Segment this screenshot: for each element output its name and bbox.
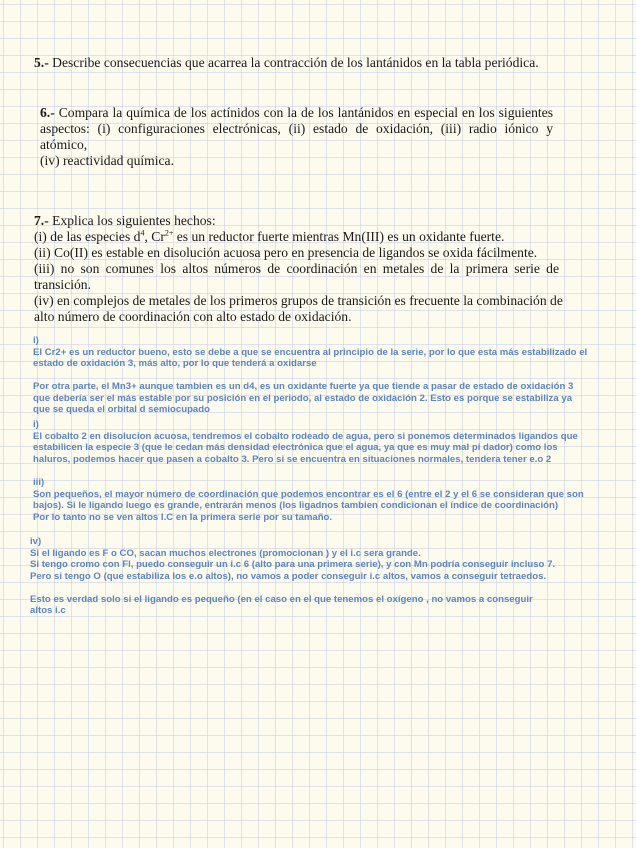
question-line: (iv) reactividad química. [40,153,174,168]
answer-line: iv) [30,536,42,547]
answer-line: El cobalto 2 en disolucion acuosa, tendremos el cobalto rodeado de agua, pero si ponemos determinados ligandos que [33,430,578,442]
question-5-line [34,55,574,71]
answer-line: Por otra parte, el Mn3+ aunque tambien es un d4, es un oxidante fuerte ya que tiende a pasar de estado de oxidación 3 [33,381,574,392]
answer-block-3 [33,477,608,523]
question-line [40,105,553,121]
question-line: (iii) no son comunes los altos números de coordinación en metales de la primera serie de [34,261,559,276]
answer-line: bajos). Si le ligando luego es grande, entrarán menos (los ligadnos tambien condicionan el índice de coordinación) [33,500,559,511]
answer-line: haluros, podemos hacer que pasen a cobalto 3. Pero si se encuentra en situaciones normales, tendera tener e.o 2 [33,453,552,465]
answer-line: Pero si tengo O (que estabiliza los e.o altos), no vamos a poder conseguir i.c altos, vamos a conseguir tetraedos. [30,570,547,582]
question-text: , Cr [144,229,165,244]
question-6 [40,105,553,169]
answer-line: Si el ligando es F o CO, sacan muchos electrones (promocionan ) y el i.c sera grande. [30,547,421,559]
answer-line: estabilicen la especie 3 (que le cedan más densidad electrónica que el agua, ya que es muy mal pi dador) como los [33,442,558,453]
question-line: (iv) en complejos de metales de los primeros grupos de transición es frecuente la combinación de [34,293,563,308]
question-heading [34,213,559,229]
question-5 [34,55,574,71]
answer-line: iii) [33,477,45,488]
question-line: transición. [34,277,92,292]
answer-line: Por lo tanto no se ven altos I.C en la primera serie por su tamaño. [33,511,333,523]
answer-line [33,370,608,382]
answer-line: Si tengo cromo con Fl, puedo conseguir un i.c 6 (alto para una primera serie), y con Mn podría conseguir incluso 7. [30,559,556,570]
question-line: aspectos: (i) configuraciones electrónicas, (ii) estado de oxidación, (iii) radio iónico y atómico, [40,121,553,152]
answer-line: El Cr2+ es un reductor bueno, esto se debe a que se encuentra al principio de la serie, por lo que esta más estabilizado el [33,346,588,358]
question-7 [34,213,563,325]
question-text: es un reductor fuerte mientras Mn(III) es un oxidante fuerte. [173,229,505,244]
question-text: Describe consecuencias que acarrea la contracción de los lantánidos en la tabla periódica. [52,55,539,70]
answer-block-1 [33,335,608,416]
answer-block-2 [33,419,608,465]
answer-block-4 [30,536,605,617]
answer-line [30,582,605,594]
question-line: alto número de coordinación con alto estado de oxidación. [34,309,352,324]
answer-line: Esto es verdad solo si el ligando es pequeño (en el caso en el que tenemos el oxígeno , no vamos a conseguir [30,593,533,605]
answer-line: que se queda el orbital d semiocupado [33,404,210,415]
answer-line: i) [33,335,39,346]
answer-line: estado de oxidación 3, más alto, por lo que tenderá a oxidarse [33,358,317,369]
answer-line: i) [33,419,39,430]
question-number: 7.- [34,213,49,228]
question-text: Explica los siguientes hechos: [52,213,216,228]
superscript: 4 [140,228,145,238]
question-text: Compara la química de los actínidos con la de los lantánidos en especial en los siguientes [58,105,553,120]
question-number: 5.- [34,55,49,70]
question-text: (i) de las especies d [34,229,141,244]
superscript: 2+ [164,228,174,238]
question-line [34,229,559,245]
answer-line: que debería ser el más estable por su posición en el periodo, al estado de oxidación 2. Esto es porque se estabiliza ya [33,392,573,404]
question-line: (ii) Co(II) es estable en disolución acuosa pero en presencia de ligandos se oxida fácilmente. [34,245,538,260]
question-number: 6.- [40,105,55,120]
answer-line: Son pequeños, el mayor número de coordinación que podemos encontrar es el 6 (entre el 2 y el 6 se consideran que son [33,488,584,500]
answer-line: altos i.c [30,605,66,616]
